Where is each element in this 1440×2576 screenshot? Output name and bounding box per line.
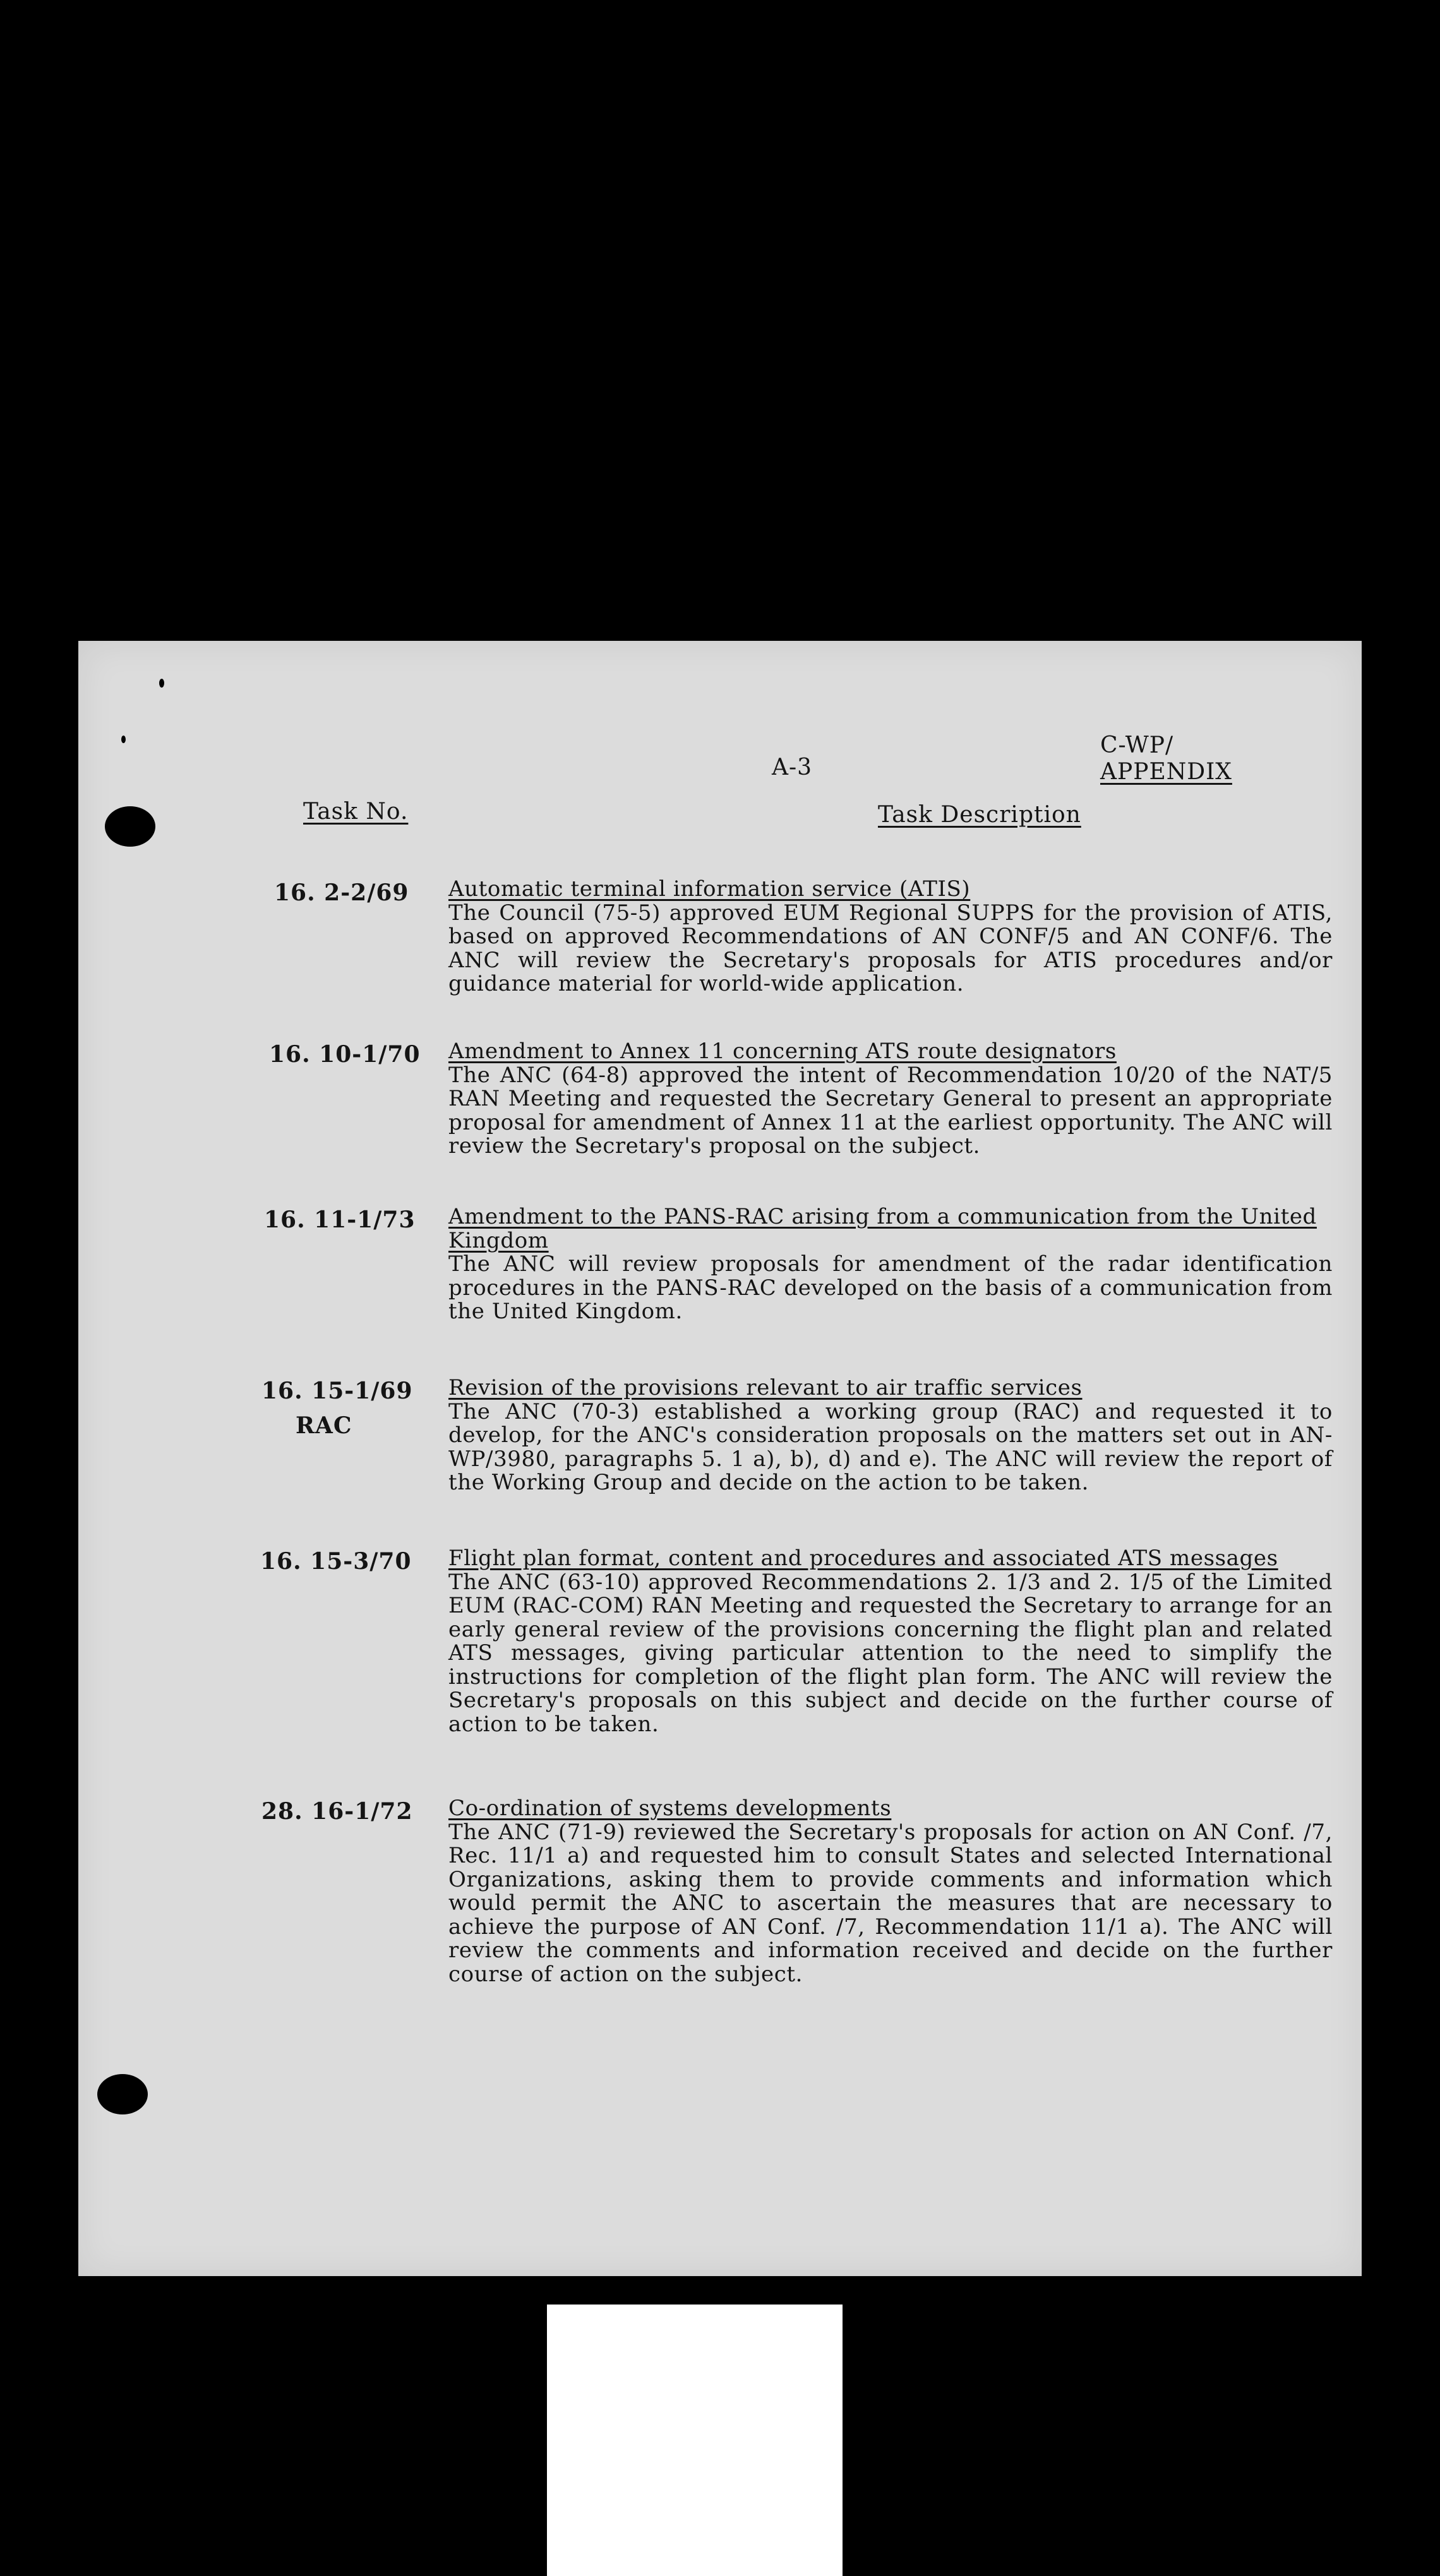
task-number: 16. 11-1/73 [264, 1207, 416, 1233]
task-body: The Council (75-5) approved EUM Regional SUPPS for the provision of ATIS, based on approved Recommendations of AN CONF/5 and AN CONF/6. The ANC will review the Secretary's proposals for ATIS procedures and/or guidance material for world-wide application. [448, 900, 1333, 996]
task-no-header: Task No. [303, 799, 409, 825]
task-number: 16. 2-2/69 [274, 880, 409, 906]
speck [159, 679, 164, 688]
speck [121, 736, 126, 743]
task-description-header: Task Description [878, 802, 1081, 828]
task-body: The ANC (63-10) approved Recommendations 2. 1/3 and 2. 1/5 of the Limited EUM (RAC-COM) RAN Meeting and requested the Secretary to arrange for an early general review of the provisions concerning the flight plan and related ATS messages, giving particular attention to the need to simplify the instructions for completion of the flight plan form. The ANC will review the Secretary's proposals on this subject and decide on the further course of action to be taken. [448, 1569, 1333, 1737]
task-entry [448, 878, 1333, 996]
task-entry [448, 1797, 1333, 1986]
reference-line-2: APPENDIX [1100, 759, 1232, 785]
task-entry [448, 1205, 1333, 1324]
task-title: Revision of the provisions relevant to air traffic services [448, 1375, 1083, 1400]
blank-card [547, 2305, 843, 2576]
task-number: 16. 10-1/70 [269, 1041, 421, 1068]
task-number: 16. 15-1/69 [261, 1378, 413, 1404]
task-body: The ANC will review proposals for amendment of the radar identification procedures in the PANS-RAC developed on the basis of a communication from the United Kingdom. [448, 1251, 1333, 1324]
page-number: A-3 [772, 754, 813, 780]
task-title: Automatic terminal information service (ATIS) [448, 876, 971, 902]
task-title: Amendment to Annex 11 concerning ATS route designators [448, 1039, 1117, 1064]
task-number: 28. 16-1/72 [261, 1798, 413, 1825]
punch-hole [97, 2074, 148, 2114]
document-page [78, 641, 1362, 2276]
task-body: The ANC (64-8) approved the intent of Recommendation 10/20 of the NAT/5 RAN Meeting and requested the Secretary General to present an appropriate proposal for amendment of Annex 11 at the earliest opportunity. The ANC will review the Secretary's proposal on the subject. [448, 1062, 1333, 1159]
task-title: Amendment to the PANS-RAC arising from a communication from the United Kingdom [448, 1204, 1317, 1253]
task-body: The ANC (70-3) established a working group (RAC) and requested it to develop, for the ANC's consideration proposals on the matters set out in AN-WP/3980, paragraphs 5. 1 a), b), d) and e). The ANC will review the report of the Working Group and decide on the action to be taken. [448, 1398, 1333, 1495]
task-entry [448, 1376, 1333, 1495]
punch-hole [105, 806, 155, 847]
document-reference [1100, 732, 1232, 785]
task-body: The ANC (71-9) reviewed the Secretary's proposals for action on AN Conf. /7, Rec. 11/1 a) and requested him to consult States and selected International Organizations, asking them to provide comments and information which would permit the ANC to ascertain the measures that are necessary to achieve the purpose of AN Conf. /7, Recommendation 11/1 a). The ANC will review the comments and information received and decide on the further course of action on the subject. [448, 1819, 1333, 1987]
task-entry [448, 1040, 1333, 1159]
reference-line-1: C-WP/ [1100, 732, 1174, 758]
task-title: Flight plan format, content and procedures and associated ATS messages [448, 1546, 1278, 1571]
task-sub-label: RAC [296, 1412, 352, 1439]
task-number: 16. 15-3/70 [260, 1548, 412, 1575]
task-entry [448, 1547, 1333, 1736]
task-title: Co-ordination of systems developments [448, 1796, 892, 1821]
